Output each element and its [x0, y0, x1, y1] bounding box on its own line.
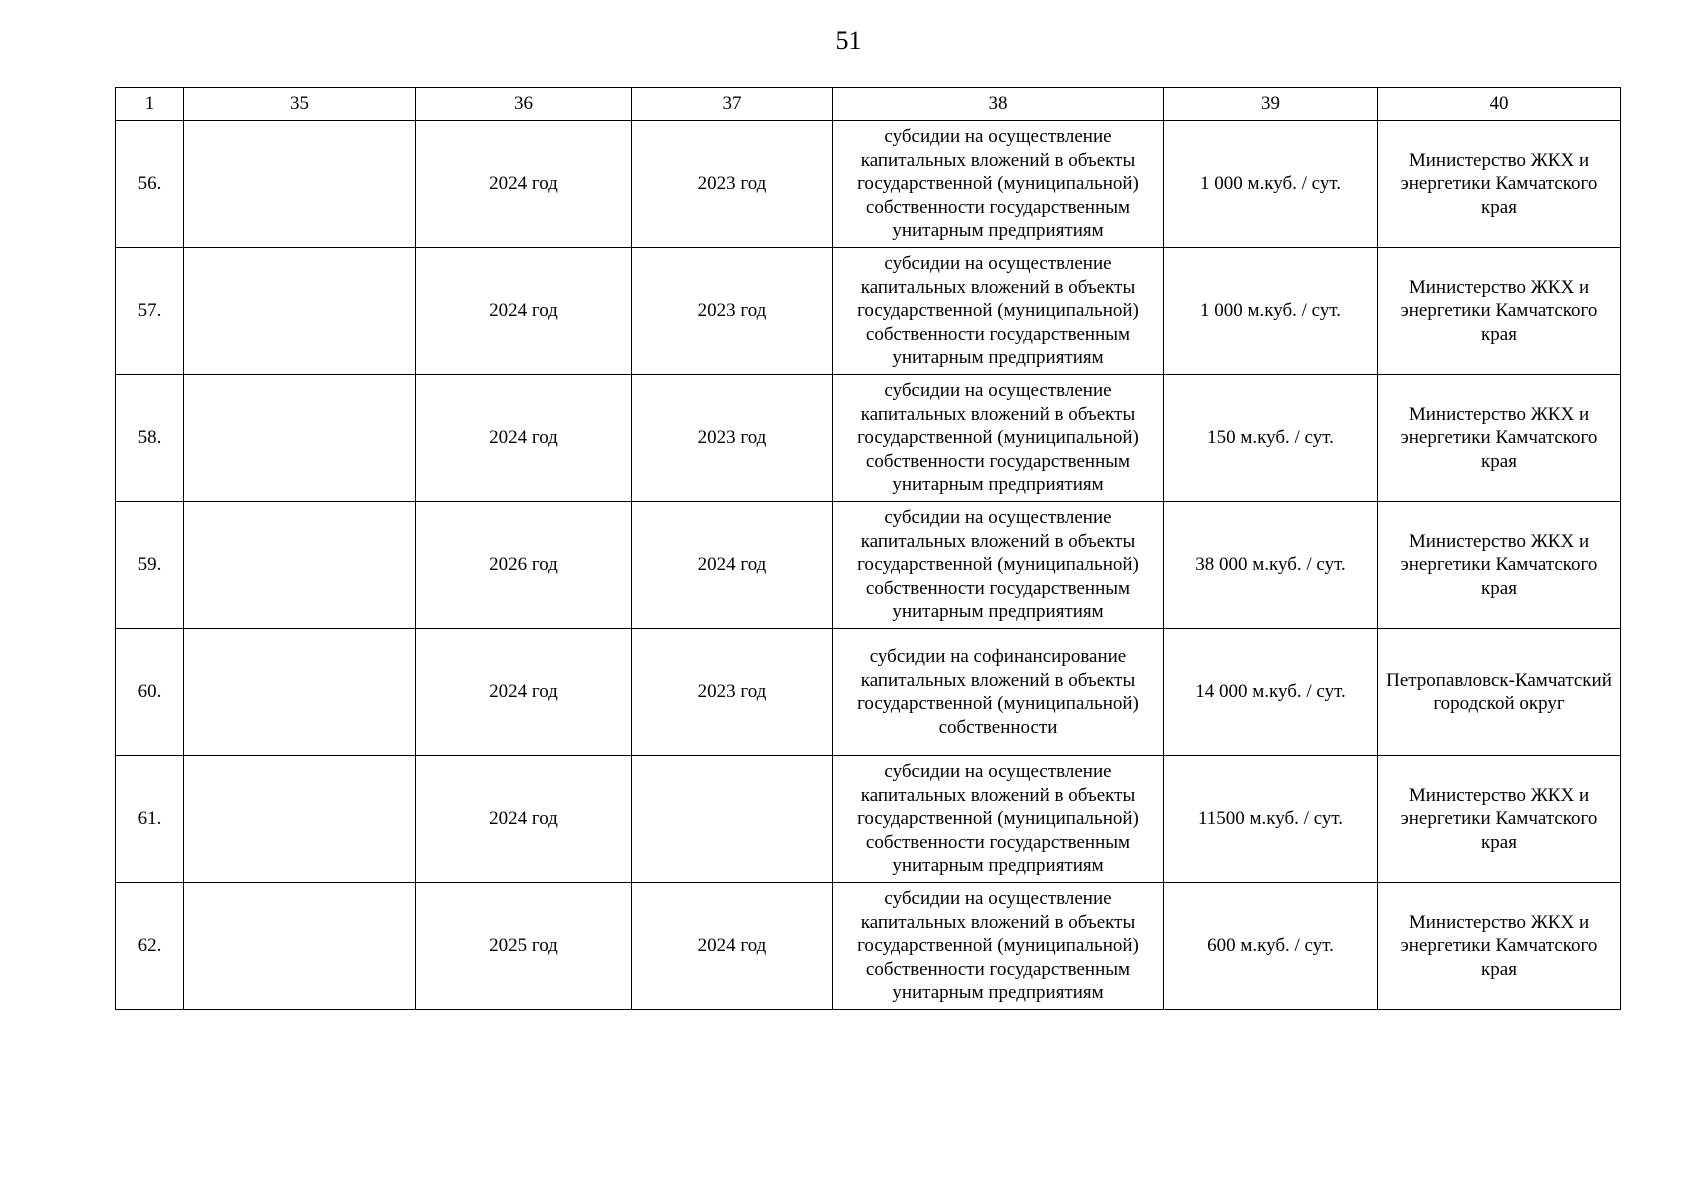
header-cell-col-36: 36 — [416, 88, 632, 121]
row-number-cell: 61. — [116, 756, 184, 883]
responsible-cell: Министерство ЖКХ и энергетики Камчатского края — [1378, 883, 1621, 1010]
header-row — [116, 88, 1621, 121]
row-number-cell: 59. — [116, 502, 184, 629]
funding-type-cell: субсидии на осуществление капитальных вложений в объекты государственной (муниципальной) собственности государственным унитарным предприятиям — [833, 756, 1164, 883]
col-35-cell — [184, 121, 416, 248]
capacity-cell: 1 000 м.куб. / сут. — [1164, 248, 1378, 375]
funding-type-cell: субсидии на осуществление капитальных вложений в объекты государственной (муниципальной) собственности государственным унитарным предприятиям — [833, 121, 1164, 248]
col-36-cell: 2024 год — [416, 248, 632, 375]
col-35-cell — [184, 883, 416, 1010]
capacity-cell: 38 000 м.куб. / сут. — [1164, 502, 1378, 629]
funding-type-cell: субсидии на осуществление капитальных вложений в объекты государственной (муниципальной) собственности государственным унитарным предприятиям — [833, 883, 1164, 1010]
responsible-cell: Министерство ЖКХ и энергетики Камчатского края — [1378, 375, 1621, 502]
header-cell-col-40: 40 — [1378, 88, 1621, 121]
col-35-cell — [184, 629, 416, 756]
header-cell-col-1: 1 — [116, 88, 184, 121]
col-36-cell: 2024 год — [416, 375, 632, 502]
capacity-cell: 150 м.куб. / сут. — [1164, 375, 1378, 502]
header-cell-col-37: 37 — [632, 88, 833, 121]
col-36-cell: 2024 год — [416, 629, 632, 756]
table-row — [116, 883, 1621, 1010]
col-37-cell — [632, 756, 833, 883]
col-35-cell — [184, 375, 416, 502]
funding-type-cell: субсидии на осуществление капитальных вложений в объекты государственной (муниципальной) собственности государственным унитарным предприятиям — [833, 248, 1164, 375]
funding-type-cell: субсидии на софинансирование капитальных вложений в объекты государственной (муниципальной) собственности — [833, 629, 1164, 756]
responsible-cell: Министерство ЖКХ и энергетики Камчатского края — [1378, 756, 1621, 883]
col-36-cell: 2024 год — [416, 756, 632, 883]
table-row — [116, 629, 1621, 756]
col-37-cell: 2023 год — [632, 629, 833, 756]
capacity-cell: 11500 м.куб. / сут. — [1164, 756, 1378, 883]
header-cell-col-35: 35 — [184, 88, 416, 121]
header-cell-col-38: 38 — [833, 88, 1164, 121]
col-37-cell: 2024 год — [632, 883, 833, 1010]
row-number-cell: 58. — [116, 375, 184, 502]
col-37-cell: 2023 год — [632, 121, 833, 248]
row-number-cell: 57. — [116, 248, 184, 375]
col-36-cell: 2026 год — [416, 502, 632, 629]
table-row — [116, 121, 1621, 248]
col-36-cell: 2025 год — [416, 883, 632, 1010]
row-number-cell: 60. — [116, 629, 184, 756]
header-cell-col-39: 39 — [1164, 88, 1378, 121]
capacity-cell: 600 м.куб. / сут. — [1164, 883, 1378, 1010]
capacity-cell: 14 000 м.куб. / сут. — [1164, 629, 1378, 756]
page-number: 51 — [835, 26, 862, 55]
col-37-cell: 2024 год — [632, 502, 833, 629]
table-row — [116, 756, 1621, 883]
responsible-cell: Петропавловск-Камчатский городской округ — [1378, 629, 1621, 756]
table-row — [116, 248, 1621, 375]
responsible-cell: Министерство ЖКХ и энергетики Камчатского края — [1378, 248, 1621, 375]
table-row — [116, 502, 1621, 629]
col-35-cell — [184, 502, 416, 629]
capacity-cell: 1 000 м.куб. / сут. — [1164, 121, 1378, 248]
row-number-cell: 56. — [116, 121, 184, 248]
col-36-cell: 2024 год — [416, 121, 632, 248]
responsible-cell: Министерство ЖКХ и энергетики Камчатского края — [1378, 502, 1621, 629]
col-35-cell — [184, 248, 416, 375]
table-header — [116, 88, 1621, 121]
col-35-cell — [184, 756, 416, 883]
table-body — [116, 121, 1621, 1010]
funding-type-cell: субсидии на осуществление капитальных вложений в объекты государственной (муниципальной) собственности государственным унитарным предприятиям — [833, 375, 1164, 502]
data-table — [115, 87, 1621, 1010]
col-37-cell: 2023 год — [632, 248, 833, 375]
table-row — [116, 375, 1621, 502]
row-number-cell: 62. — [116, 883, 184, 1010]
col-37-cell: 2023 год — [632, 375, 833, 502]
funding-type-cell: субсидии на осуществление капитальных вложений в объекты государственной (муниципальной) собственности государственным унитарным предприятиям — [833, 502, 1164, 629]
responsible-cell: Министерство ЖКХ и энергетики Камчатского края — [1378, 121, 1621, 248]
